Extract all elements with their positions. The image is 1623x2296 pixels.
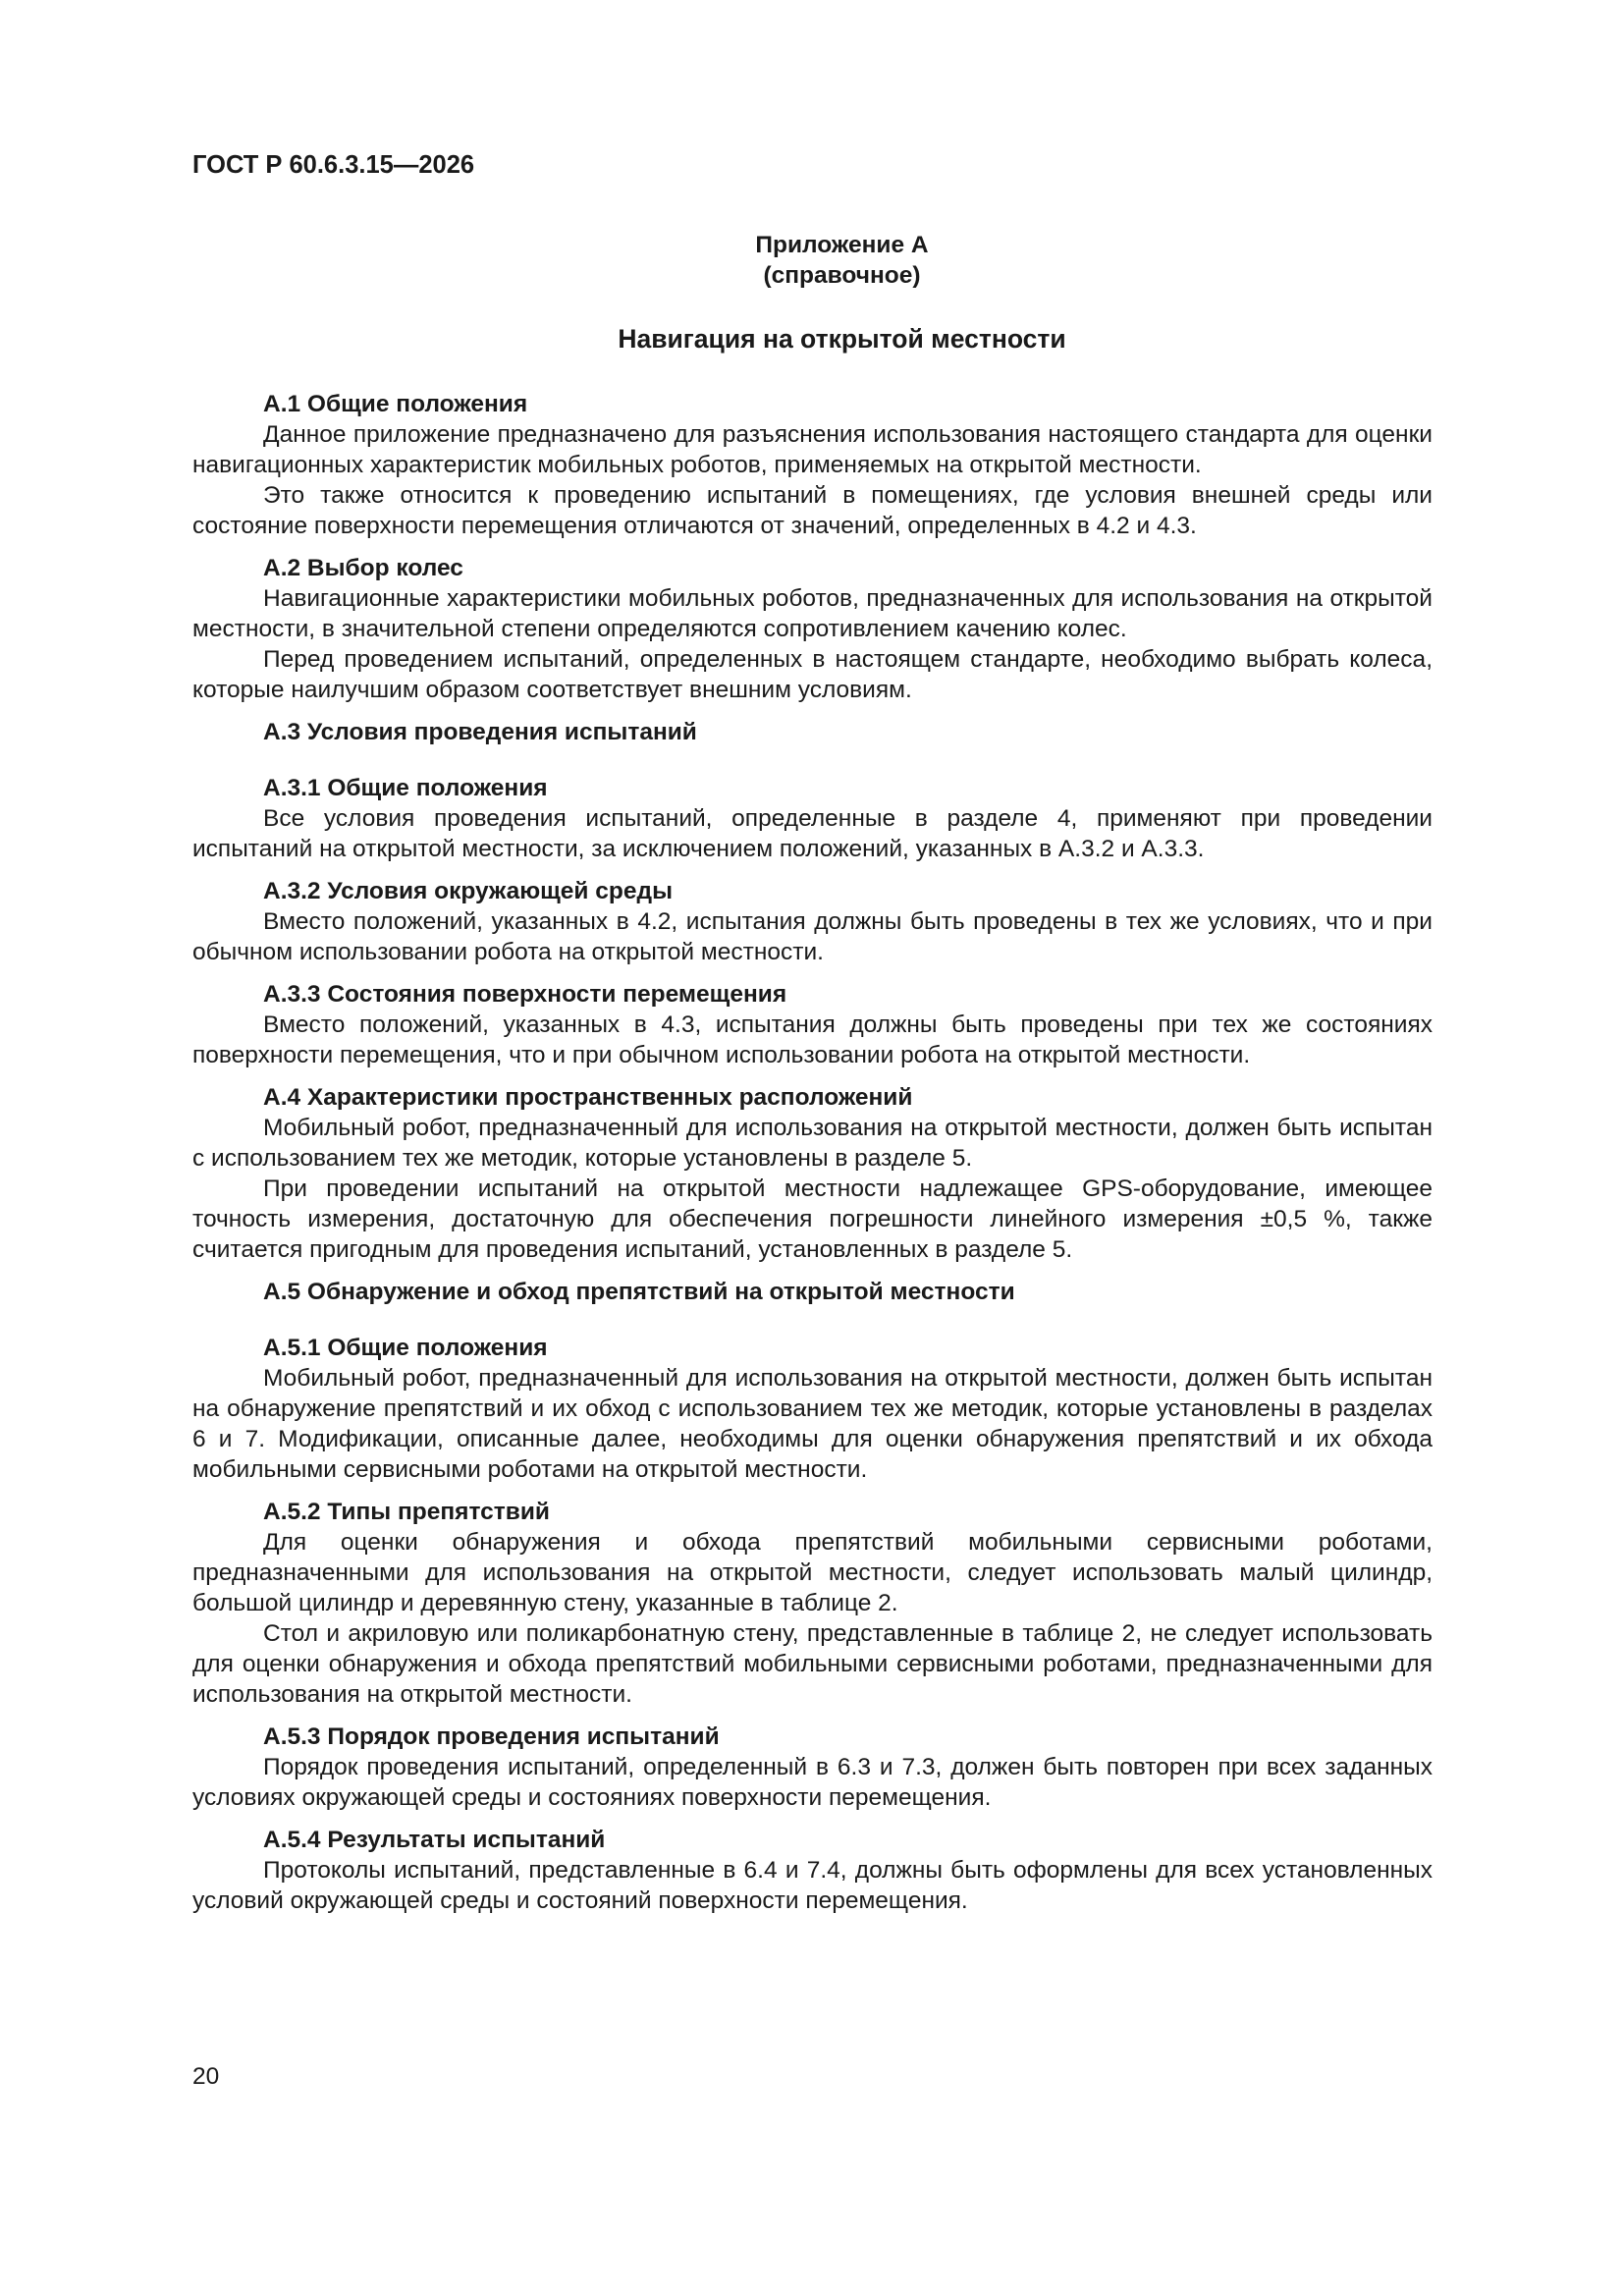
section-heading-a53: А.5.3 Порядок проведения испытаний bbox=[263, 1723, 720, 1750]
paragraph: Для оценки обнаружения и обхода препятствий мобильными сервисными роботами, предназначенными для использования на открытой местности, следует использовать малый цилиндр, большой цилиндр и деревянную стену, указанные в таблице 2. bbox=[192, 1529, 1433, 1616]
paragraph: Протоколы испытаний, представленные в 6.4 и 7.4, должны быть оформлены для всех установленных условий окружающей среды и состояний поверхности перемещения. bbox=[192, 1857, 1433, 1914]
paragraph: Вместо положений, указанных в 4.3, испытания должны быть проведены при тех же состояниях поверхности перемещения, что и при обычном использовании робота на открытой местности. bbox=[192, 1011, 1433, 1068]
paragraph: Мобильный робот, предназначенный для использования на открытой местности, должен быть испытан на обнаружение препятствий и их обход с использованием тех же методик, которые установлены в разделах 6 и 7. Модификации, описанные далее, необходимы для оценки обнаружения препятствий и их обхода мобильными сервисными роботами на открытой местности. bbox=[192, 1365, 1433, 1483]
paragraph: Перед проведением испытаний, определенных в настоящем стандарте, необходимо выбрать колеса, которые наилучшим образом соответствует внешним условиям. bbox=[192, 646, 1433, 703]
paragraph: Данное приложение предназначено для разъяснения использования настоящего стандарта для оценки навигационных характеристик мобильных роботов, применяемых на открытой местности. bbox=[192, 421, 1433, 478]
section-heading-a33: А.3.3 Состояния поверхности перемещения bbox=[263, 981, 787, 1008]
document-code: ГОСТ Р 60.6.3.15—2026 bbox=[192, 151, 475, 179]
appendix-title: Навигация на открытой местности bbox=[618, 324, 1066, 354]
appendix-type: (справочное) bbox=[763, 262, 921, 289]
appendix-label: Приложение А bbox=[755, 232, 929, 258]
paragraph: Порядок проведения испытаний, определенный в 6.3 и 7.3, должен быть повторен при всех заданных условиях окружающей среды и состояниях поверхности перемещения. bbox=[192, 1754, 1433, 1811]
page-number: 20 bbox=[192, 2063, 220, 2090]
paragraph: Стол и акриловую или поликарбонатную стену, представленные в таблице 2, не следует использовать для оценки обнаружения и обхода препятствий мобильными сервисными роботами, предназначенными для использования на открытой местности. bbox=[192, 1620, 1433, 1708]
section-heading-a51: А.5.1 Общие положения bbox=[263, 1335, 548, 1361]
paragraph: Мобильный робот, предназначенный для использования на открытой местности, должен быть испытан с использованием тех же методик, которые установлены в разделе 5. bbox=[192, 1115, 1433, 1172]
paragraph: Навигационные характеристики мобильных роботов, предназначенных для использования на открытой местности, в значительной степени определяются сопротивлением качению колес. bbox=[192, 585, 1433, 642]
paragraph: При проведении испытаний на открытой местности надлежащее GPS-оборудование, имеющее точность измерения, достаточную для обеспечения погрешности линейного измерения ±0,5 %, также считается пригодным для проведения испытаний, установленных в разделе 5. bbox=[192, 1175, 1433, 1263]
page-content bbox=[192, 230, 1433, 1916]
section-heading-a5: А.5 Обнаружение и обход препятствий на открытой местности bbox=[263, 1279, 1015, 1305]
section-heading-a32: А.3.2 Условия окружающей среды bbox=[263, 878, 673, 904]
paragraph: Это также относится к проведению испытаний в помещениях, где условия внешней среды или состояние поверхности перемещения отличаются от значений, определенных в 4.2 и 4.3. bbox=[192, 482, 1433, 539]
section-heading-a3: А.3 Условия проведения испытаний bbox=[263, 719, 697, 745]
section-heading-a31: А.3.1 Общие положения bbox=[263, 775, 548, 801]
section-heading-a52: А.5.2 Типы препятствий bbox=[263, 1499, 550, 1525]
section-heading-a1: А.1 Общие положения bbox=[263, 391, 528, 417]
section-heading-a2: А.2 Выбор колес bbox=[263, 555, 463, 581]
paragraph: Вместо положений, указанных в 4.2, испытания должны быть проведены в тех же условиях, что и при обычном использовании робота на открытой местности. bbox=[192, 908, 1433, 965]
section-heading-a54: А.5.4 Результаты испытаний bbox=[263, 1827, 606, 1853]
paragraph: Все условия проведения испытаний, определенные в разделе 4, применяют при проведении испытаний на открытой местности, за исключением положений, указанных в А.3.2 и А.3.3. bbox=[192, 805, 1433, 862]
section-heading-a4: А.4 Характеристики пространственных расположений bbox=[263, 1084, 913, 1111]
